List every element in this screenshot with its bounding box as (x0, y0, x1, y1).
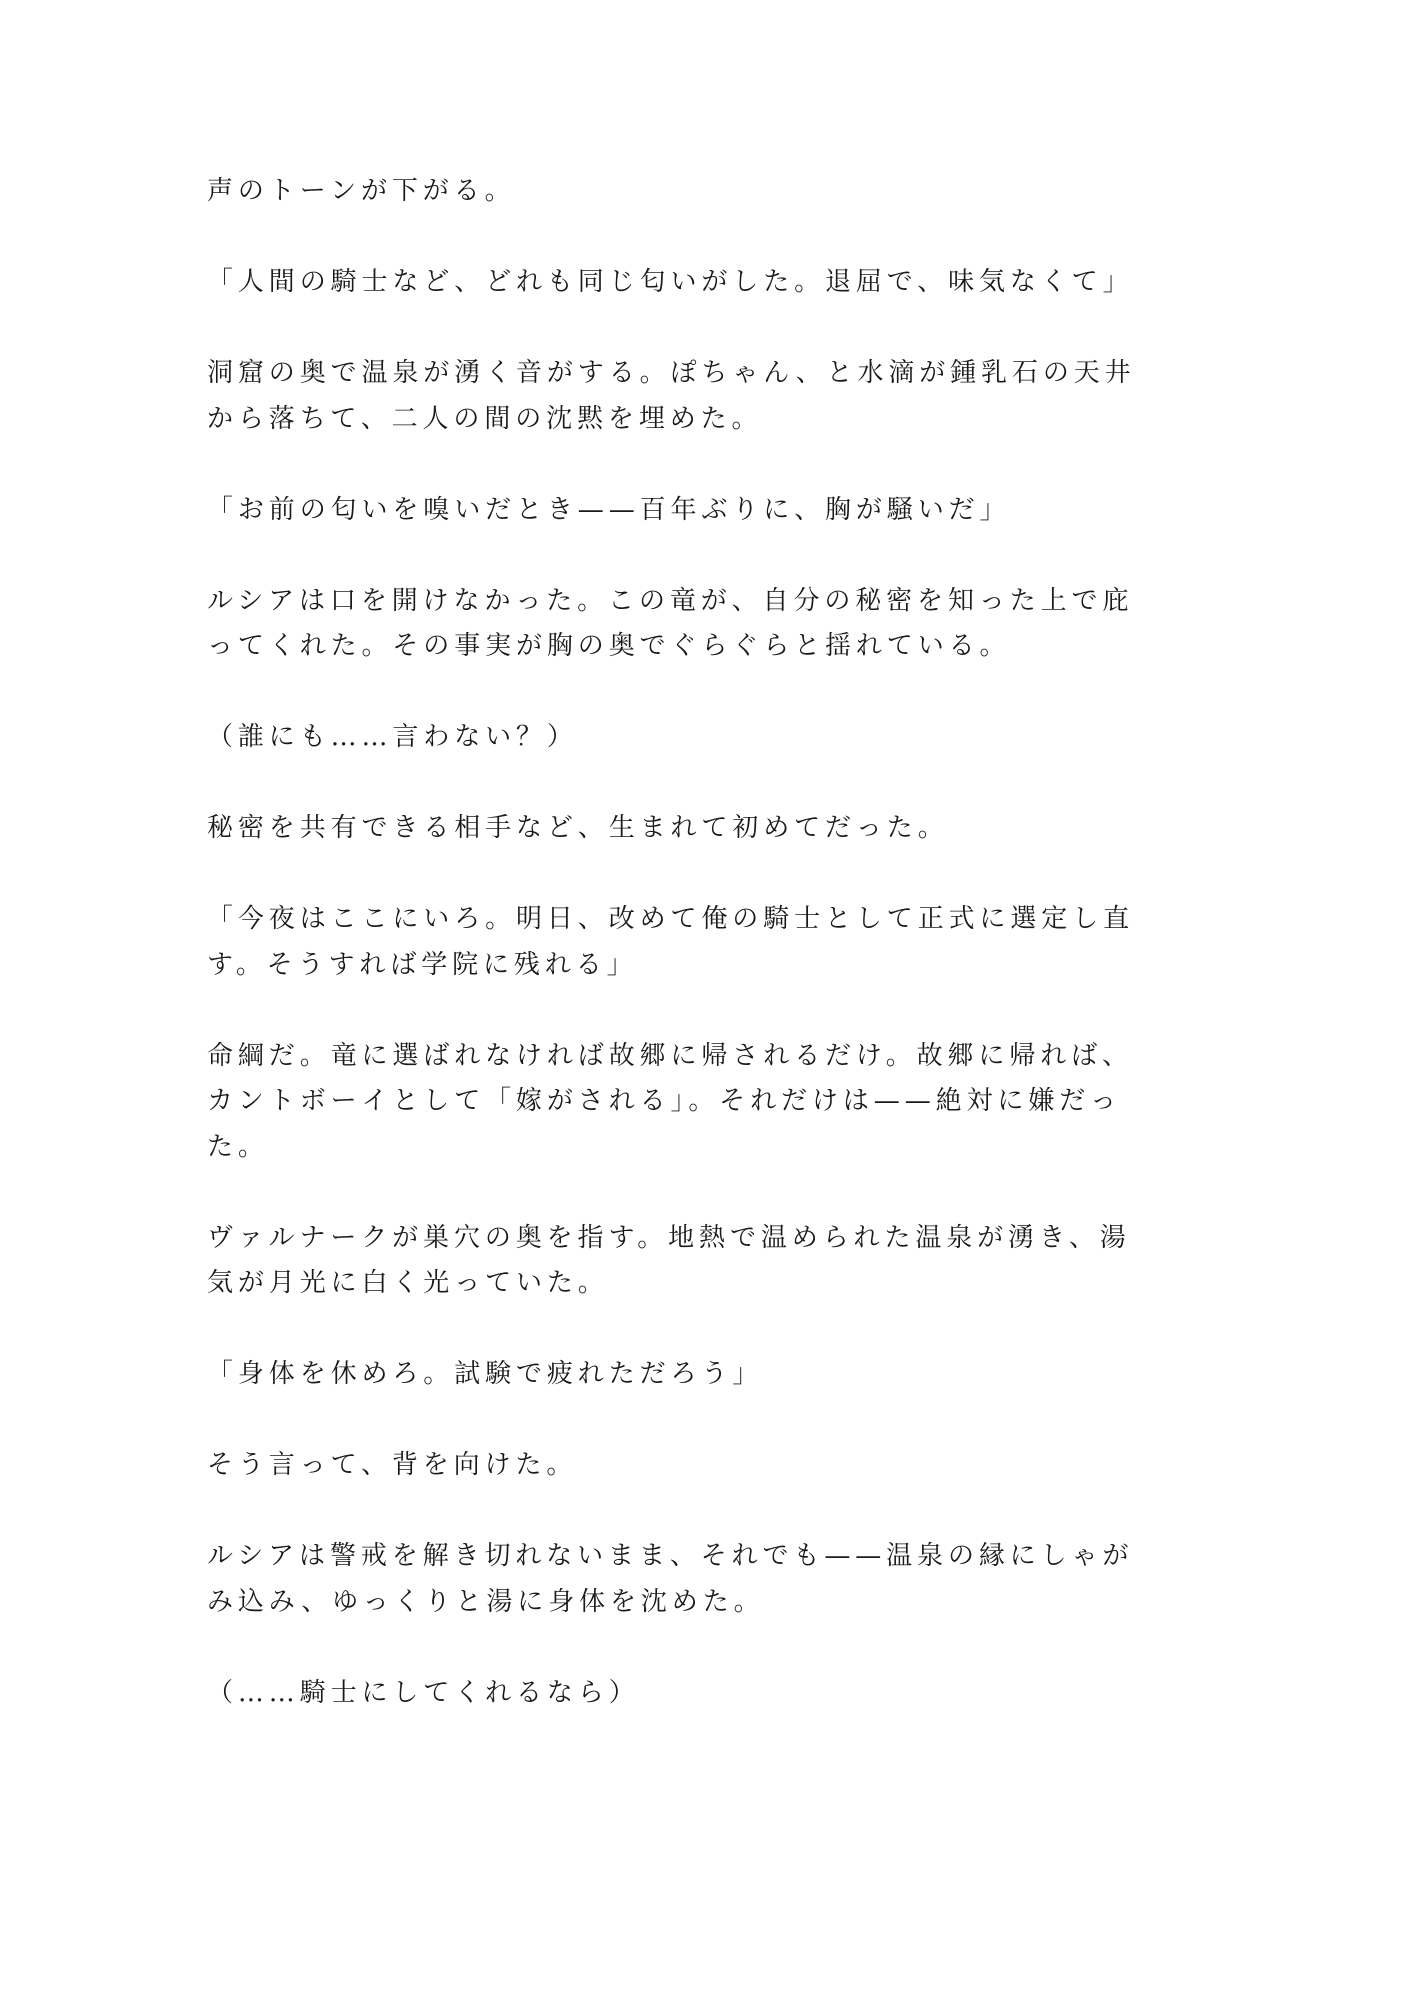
text-line: カントボーイとして「嫁がされる」。それだけは——絶対に嫌だっ (207, 1086, 1122, 1116)
text-line: （誰にも……言わない？） (207, 722, 578, 752)
paragraph (207, 806, 1207, 852)
text-line: た。 (207, 1131, 269, 1162)
text-line: 「人間の騎士など、どれも同じ匂いがした。退屈で、味気なくて」 (207, 267, 1134, 297)
paragraph (207, 1443, 1207, 1489)
paragraph (207, 1352, 1207, 1398)
text-line: （……騎士にしてくれるなら） (207, 1677, 640, 1708)
document-page (207, 169, 1207, 1762)
text-line: 「今夜はここにいろ。明日、改めて俺の騎士として正式に選定し直 (207, 904, 1135, 934)
paragraph (207, 1034, 1207, 1171)
paragraph (207, 169, 1207, 215)
paragraph (207, 897, 1207, 988)
text-line: 秘密を共有できる相手など、生まれて初めてだった。 (207, 813, 949, 843)
text-line: す。そうすれば学院に残れる」 (207, 949, 638, 980)
paragraph (207, 260, 1207, 306)
paragraph (207, 1216, 1207, 1307)
text-line: ルシアは警戒を解き切れないまま、それでも——温泉の縁にしゃが (207, 1541, 1134, 1571)
text-line: そう言って、背を向けた。 (207, 1450, 578, 1480)
text-line: ヴァルナークが巣穴の奥を指す。地熱で温められた温泉が湧き、湯 (207, 1222, 1131, 1253)
text-line: ルシアは口を開けなかった。この竜が、自分の秘密を知った上で庇 (207, 585, 1134, 616)
paragraph (207, 579, 1207, 670)
text-line: 声のトーンが下がる。 (207, 176, 516, 206)
paragraph (207, 715, 1207, 761)
paragraph (207, 351, 1207, 442)
paragraph (207, 1534, 1207, 1625)
text-line: 命綱だ。竜に選ばれなければ故郷に帰されるだけ。故郷に帰れば、 (207, 1040, 1133, 1071)
text-line: から落ちて、二人の間の沈黙を埋めた。 (207, 403, 763, 434)
text-line: 洞窟の奥で温泉が湧く音がする。ぽちゃん、と水滴が鍾乳石の天井 (207, 358, 1136, 388)
text-line: 「お前の匂いを嗅いだとき——百年ぶりに、胸が騒いだ」 (207, 494, 1011, 525)
text-line: ってくれた。その事実が胸の奥でぐらぐらと揺れている。 (207, 631, 1011, 661)
paragraph (207, 1671, 1207, 1717)
text-line: 「身体を休めろ。試験で疲れただろう」 (207, 1359, 764, 1389)
text-line: 気が月光に白く光っていた。 (207, 1268, 609, 1298)
text-line: み込み、ゆっくりと湯に身体を沈めた。 (207, 1586, 765, 1617)
paragraph (207, 488, 1207, 534)
